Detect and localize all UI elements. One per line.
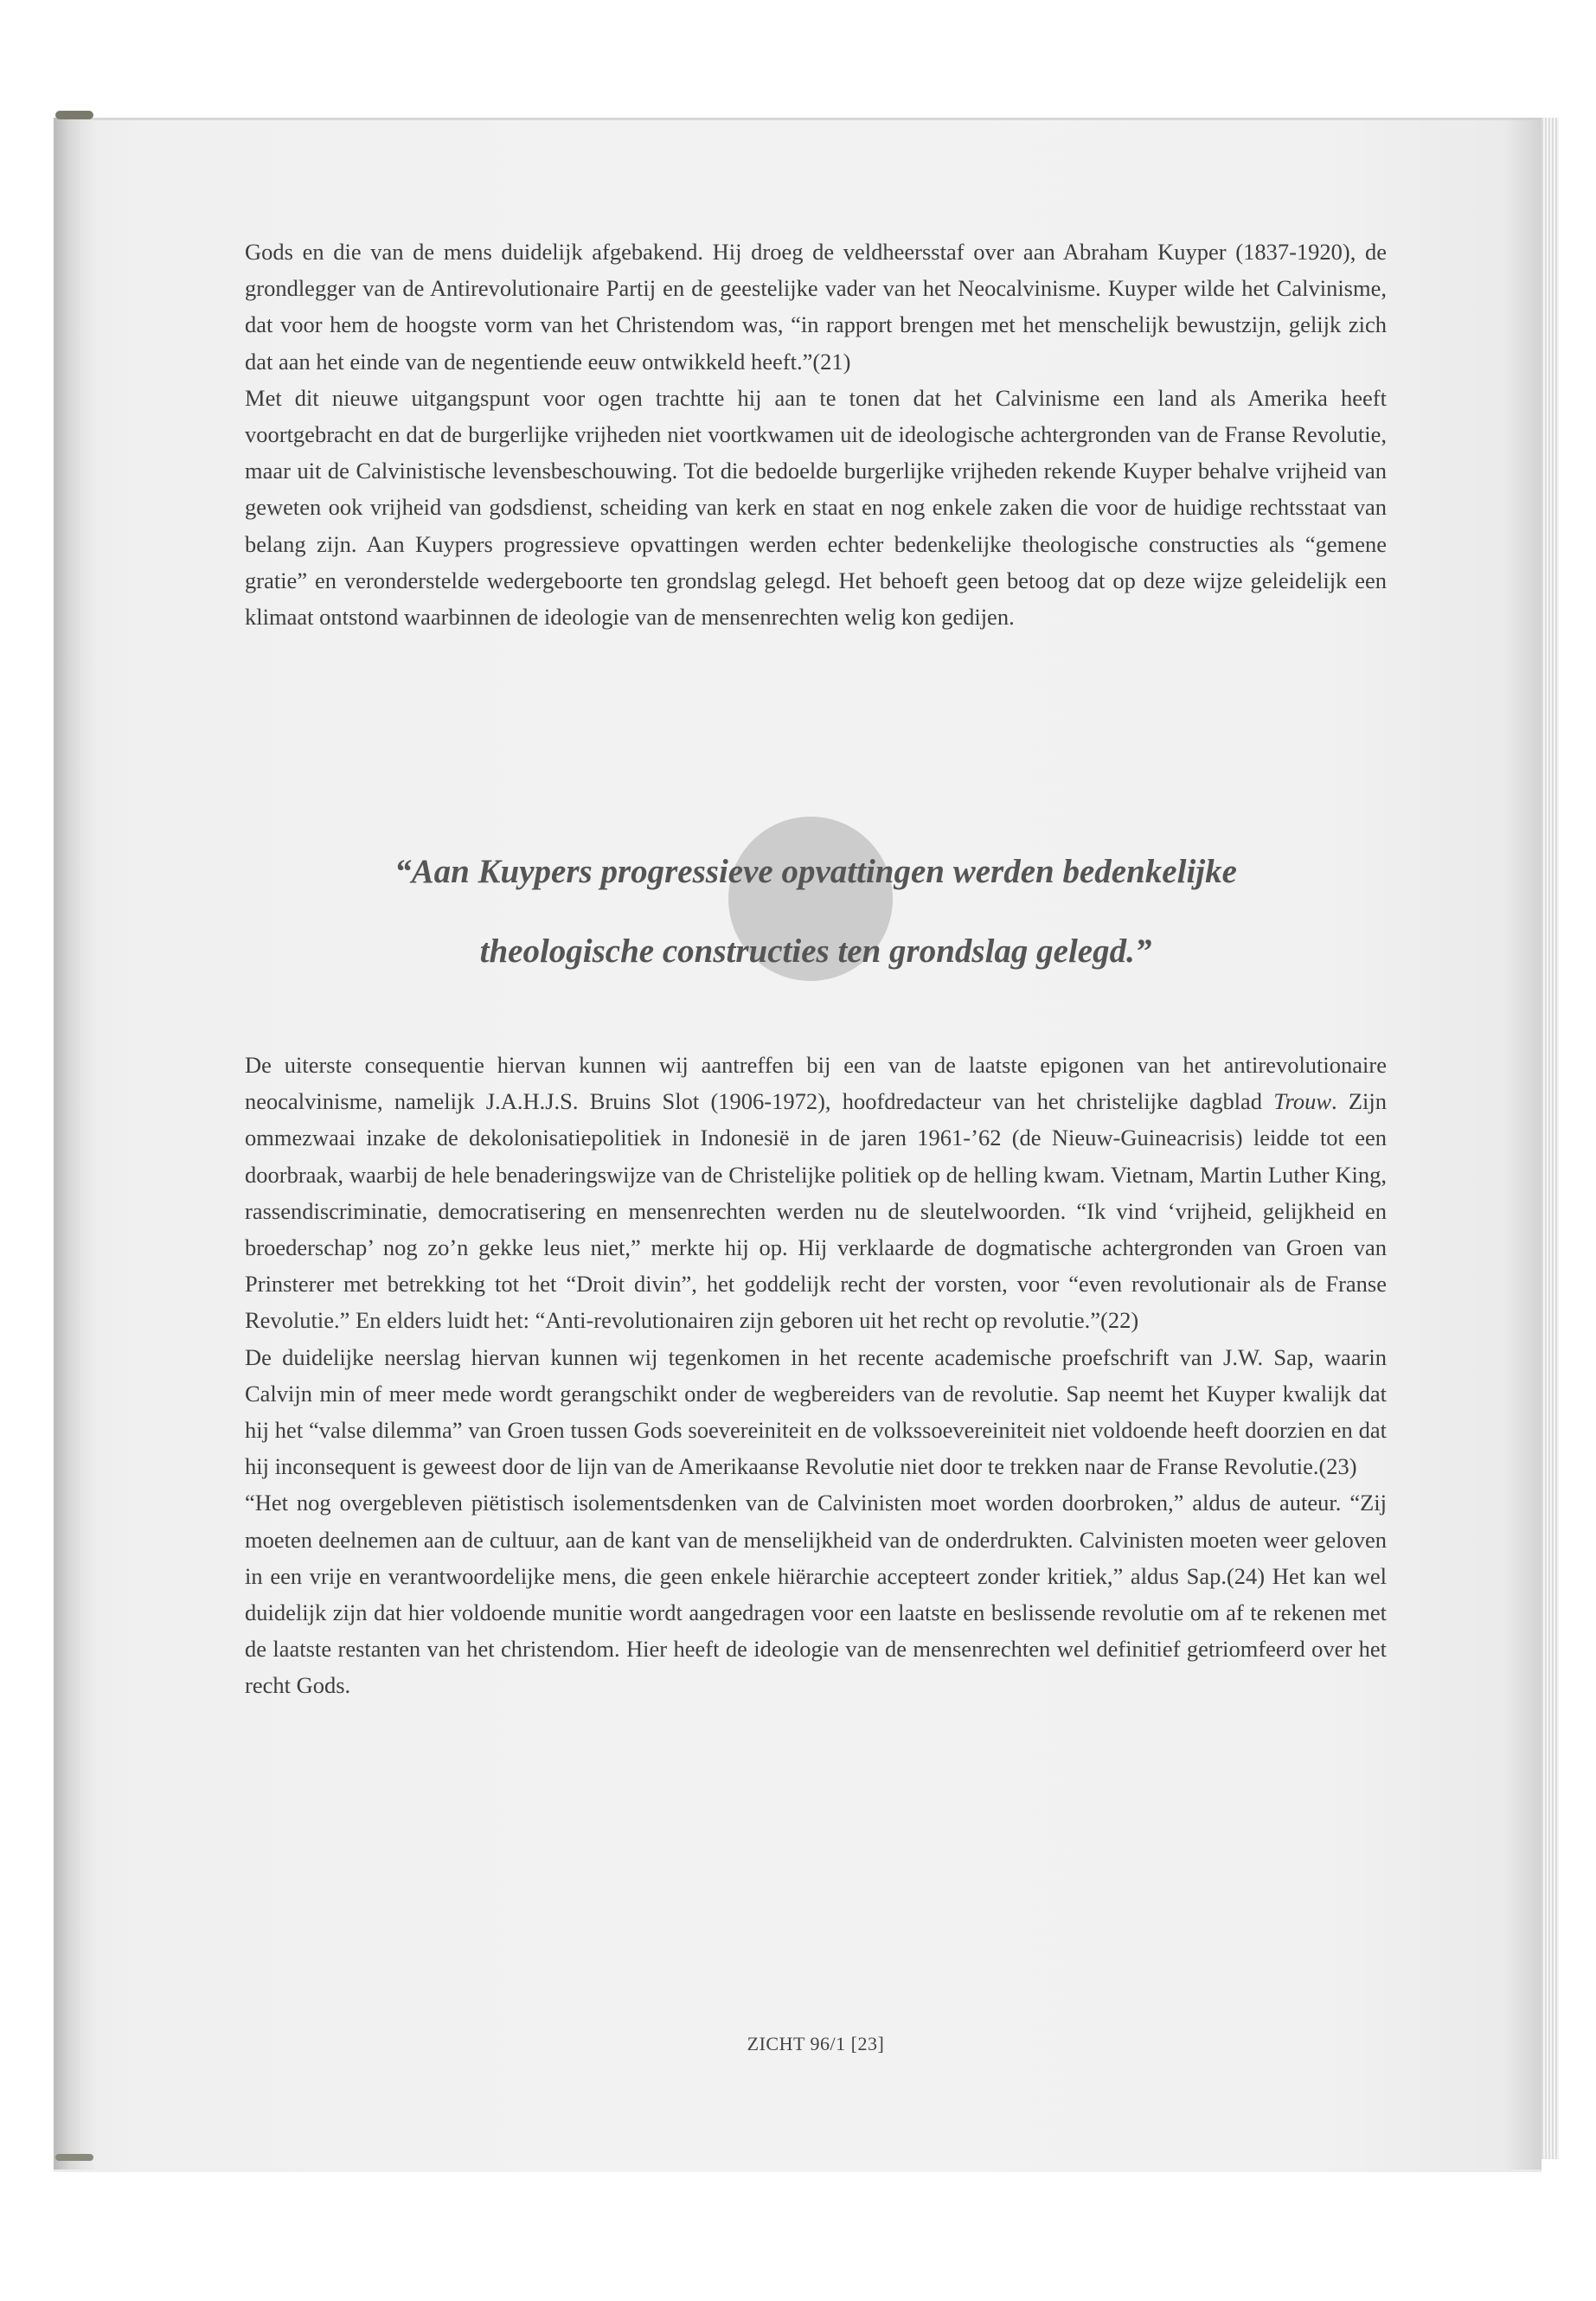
paragraph-4: De duidelijke neerslag hiervan kunnen wij tegenkomen in het recente academische proefschrift van J.W. Sap, waarin Calvijn min of meer mede wordt gerangschikt onder de wegbereiders van de revolutie. Sap neemt het Kuyper kwalijk dat hij het “valse dilemma” van Groen tussen Gods soevereiniteit en de volkssoevereiniteit niet voldoende heeft doorzien en dat hij inconsequent is geweest door de lijn van de Amerikaanse Revolutie niet door te trekken naar de Franse Revolutie.(23) (245, 1343, 1387, 1480)
paragraph-5: “Het nog overgebleven piëtistisch isolementsdenken van de Calvinisten moet worden doorbroken,” aldus de auteur. “Zij moeten deelnemen aan de cultuur, aan de kant van de menselijkheid van de onderdrukten. Calvinisten moeten weer geloven in een vrije en verantwoordelijke mens, die geen enkele hiërarchie accepteert zonder kritiek,” aldus Sap.(24) Het kan wel duidelijk zijn dat hier voldoende munitie wordt aangedragen voor een laatste en beslissende revolutie om af te rekenen met de laatste restanten van het christendom. Hier heeft de ideologie van de mensenrechten wel definitief getriomfeerd over het recht Gods. (245, 1490, 1387, 1699)
article-text-bottom (245, 1047, 1387, 1704)
article-text-top (245, 234, 1387, 635)
paragraph-3-part-1: De uiterste consequentie hiervan kunnen wij aantreffen bij een van de laatste epigonen van het antirevolutionaire neocalvinisme, namelijk J.A.H.J.S. Bruins Slot (1906-1972), hoofdredacteur van het christelijke dagblad (245, 1052, 1387, 1115)
binding-clip-bottom (55, 2154, 93, 2161)
paragraph-2: Met dit nieuwe uitgangspunt voor ogen trachtte hij aan te tonen dat het Calvinisme een land als Amerika heeft voortgebracht en dat de burgerlijke vrijheden niet voortkwamen uit de ideologische achtergronden van de Franse Revolutie, maar uit de Calvinistische levensbeschouwing. Tot die bedoelde burgerlijke vrijheden rekende Kuyper behalve vrijheid van geweten ook vrijheid van godsdienst, scheiding van kerk en staat en nog enkele zaken die voor de huidige rechtsstaat van belang zijn. Aan Kuypers progressieve opvattingen werden echter bedenkelijke theologische constructies als “gemene gratie” en veronderstelde wedergeboorte ten grondslag gelegd. Het behoeft geen betoog dat op deze wijze geleidelijk een klimaat ontstond waarbinnen de ideologie van de mensenrechten welig kon gedijen. (245, 384, 1387, 631)
page-footer: ZICHT 96/1 [23] (747, 2033, 885, 2054)
pull-quote (245, 832, 1387, 991)
paragraph-3 (245, 1047, 1387, 1339)
pull-quote-line-2: theologische constructies ten grondslag gelegd.” (479, 933, 1152, 970)
pull-quote-line-1: “Aan Kuypers progressieve opvattingen werden bedenkelijke (394, 853, 1237, 890)
paragraph-3-part-2: . Zijn ommezwaai inzake de dekolonisatiepolitiek in Indonesië in de jaren 1961-’62 (de Nieuw-Guineacrisis) leidde tot een doorbraak, waarbij de hele benaderingswijze van de Christelijke politiek op de helling kwam. Vietnam, Martin Luther King, rassendiscriminatie, democratisering en mensenrechten werden nu de sleutelwoorden. “Ik vind ‘vrijheid, gelijkheid en broederschap’ nog zo’n gekke leus niet,” merkte hij op. Hij verklaarde de dogmatische achtergronden van Groen van Prinsterer met betrekking tot het “Droit divin”, het goddelijk recht der vorsten, voor “even revolutionair als de Franse Revolutie.” En elders luidt het: “Anti-revolutionairen zijn geboren uit het recht op revolutie.”(22) (245, 1088, 1387, 1334)
page-edge-shadow (1505, 118, 1542, 2170)
newspaper-title-trouw: Trouw (1273, 1088, 1332, 1115)
page-stack-edge (1542, 118, 1559, 2159)
paragraph-1: Gods en die van de mens duidelijk afgebakend. Hij droeg de veldheersstaf over aan Abraham Kuyper (1837-1920), de grondlegger van de Antirevolutionaire Partij en de geestelijke vader van het Neocalvinisme. Kuyper wilde het Calvinisme, dat voor hem de hoogste vorm van het Christendom was, “in rapport brengen met het menschelijk bewustzijn, gelijk zich dat aan het einde van de negentiende eeuw ontwikkeld heeft.”(21) (245, 239, 1387, 375)
binding-spine (54, 118, 97, 2170)
binding-clip-top (55, 111, 93, 119)
